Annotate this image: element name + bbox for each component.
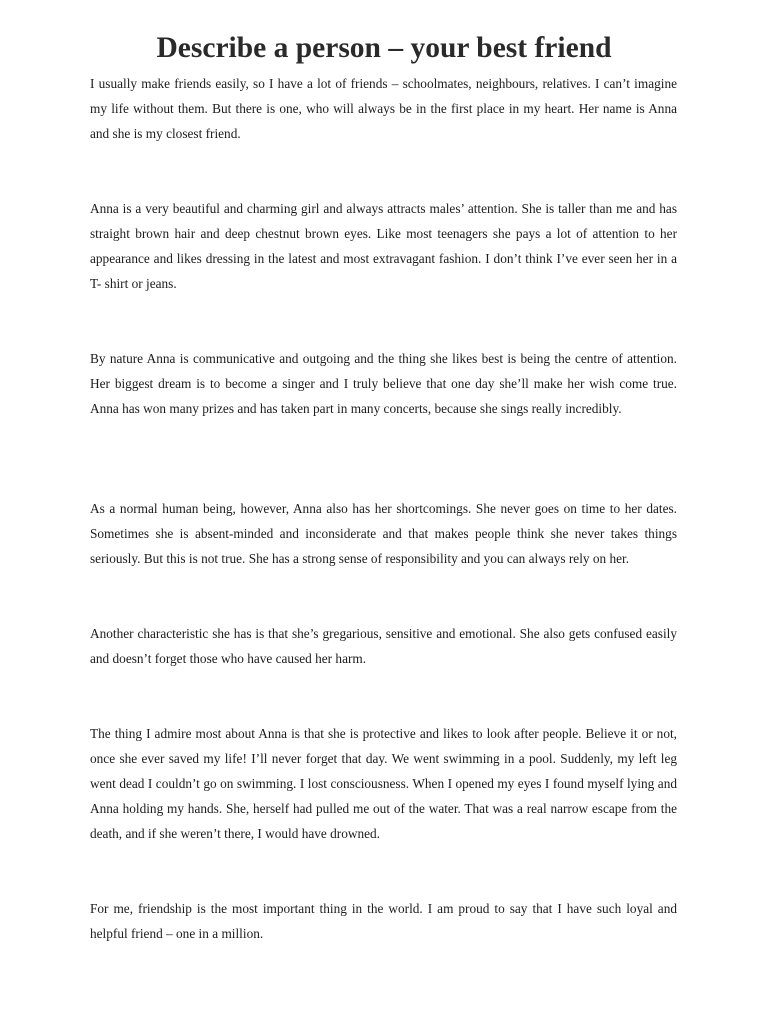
paragraph-intro: I usually make friends easily, so I have a lot of friends – schoolmates, neighbours, relatives. I can’t imagine my life without them. But there is one, who will always be in the first place in my heart. Her name is Anna and she is my closest friend. xyxy=(90,76,677,141)
paragraph-admiration: The thing I admire most about Anna is that she is protective and likes to look after people. Believe it or not, once she ever saved my life! I’ll never forget that day. We went swimming in a pool. Suddenly, my left leg went dead I couldn’t go on swimming. I lost consciousness. When I opened my eyes I found myself lying and Anna holding my hands. She, herself had pulled me out of the water. That was a real narrow escape from the death, and if she weren’t there, I would have drowned. xyxy=(90,726,677,841)
paragraph-nature: By nature Anna is communicative and outgoing and the thing she likes best is being the centre of attention. Her biggest dream is to become a singer and I truly believe that one day she’ll make her wish come true. Anna has won many prizes and has taken part in many concerts, because she sings really incredibly. xyxy=(90,351,677,416)
page-title: Describe a person – your best friend xyxy=(156,32,612,64)
paragraph-conclusion: For me, friendship is the most important thing in the world. I am proud to say that I have such loyal and helpful friend – one in a million. xyxy=(90,901,677,941)
paragraph-characteristics: Another characteristic she has is that she’s gregarious, sensitive and emotional. She also gets confused easily and doesn’t forget those who have caused her harm. xyxy=(90,626,677,666)
paragraph-appearance: Anna is a very beautiful and charming girl and always attracts males’ attention. She is taller than me and has straight brown hair and deep chestnut brown eyes. Like most teenagers she pays a lot of attention to her appearance and likes dressing in the latest and most extravagant fashion. I don’t think I’ve ever seen her in a T- shirt or jeans. xyxy=(90,201,677,291)
paragraph-shortcomings: As a normal human being, however, Anna also has her shortcomings. She never goes on time to her dates. Sometimes she is absent-minded and inconsiderate and that makes people think she never takes things seriously. But this is not true. She has a strong sense of responsibility and you can always rely on her. xyxy=(90,501,677,566)
